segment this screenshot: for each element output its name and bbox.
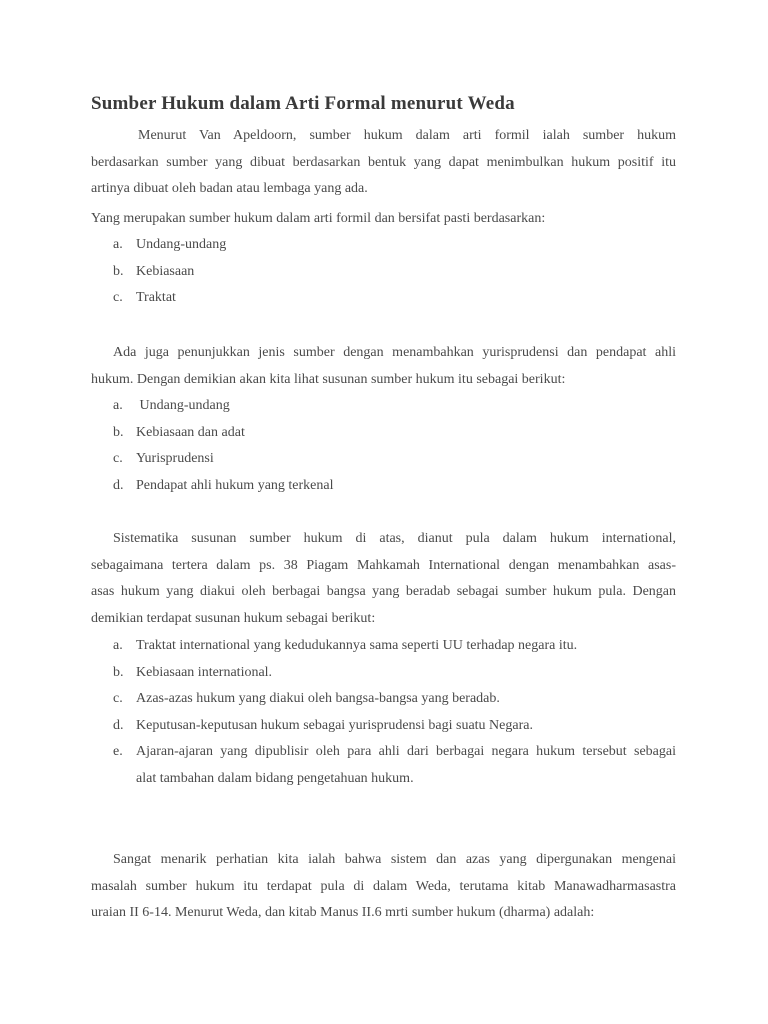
list-item-text: Traktat international yang kedudukannya sama seperti UU terhadap negara itu. [136, 638, 578, 653]
paragraph-5 [91, 847, 676, 927]
list-item-text: Kebiasaan [136, 263, 195, 279]
list-marker: a. [113, 237, 123, 252]
paragraph-line: sebagaimana tertera dalam ps. 38 Piagam Mahkamah International dengan menambahkan asas- [91, 557, 676, 573]
paragraph-line: Sistematika susunan sumber hukum di atas, dianut pula dalam hukum international, [113, 531, 676, 546]
paragraph-line: demikian terdapat susunan hukum sebagai berikut: [91, 610, 376, 626]
paragraph-2: Yang merupakan sumber hukum dalam arti formil dan bersifat pasti berdasarkan: [91, 211, 546, 226]
paragraph-line: Sangat menarik perhatian kita ialah bahwa sistem dan azas yang dipergunakan mengenai [113, 852, 676, 867]
list-item-text: Yurisprudensi [136, 451, 214, 466]
list-marker: c. [113, 290, 123, 305]
paragraph-line: berdasarkan sumber yang dibuat berdasarkan bentuk yang dapat menimbulkan hukum positif itu [91, 154, 676, 170]
list-marker: b. [113, 263, 124, 279]
list-item-text: Kebiasaan international. [136, 664, 273, 680]
list-marker: b. [113, 664, 124, 680]
list-marker: d. [113, 477, 124, 493]
paragraph-line: Ada juga penunjukkan jenis sumber dengan menambahkan yurisprudensi dan pendapat ahli [113, 345, 676, 360]
list-marker: b. [113, 424, 124, 440]
list-marker: c. [113, 451, 123, 466]
paragraph-line: uraian II 6-14. Menurut Weda, dan kitab Manus II.6 mrti sumber hukum (dharma) adalah: [91, 905, 595, 920]
list-item-text: Undang-undang [136, 398, 230, 413]
list-item-text: alat tambahan dalam bidang pengetahuan hukum. [136, 771, 414, 786]
paragraph-line: masalah sumber hukum itu terdapat pula di dalam Weda, terutama kitab Manawadharmasastra [91, 878, 676, 894]
list-marker: a. [113, 398, 123, 413]
list-marker: d. [113, 717, 124, 733]
list-item-text: Ajaran-ajaran yang dipublisir oleh para ahli dari berbagai negara hukum tersebut sebagai [136, 744, 676, 759]
paragraph-3 [91, 340, 676, 393]
list-item-text: Undang-undang [136, 237, 227, 252]
paragraph-line: asas hukum yang diakui oleh berbagai bangsa yang beradab sebagai sumber hukum pula. Dengan [91, 584, 676, 599]
paragraph-line: artinya dibuat oleh badan atau lembaga yang ada. [91, 181, 368, 196]
paragraph-line: hukum. Dengan demikian akan kita lihat susunan sumber hukum itu sebagai berikut: [91, 371, 566, 387]
list-marker: c. [113, 691, 123, 706]
paragraph-1 [91, 123, 676, 203]
list-item-text: Traktat [136, 290, 176, 305]
paragraph-4 [91, 526, 676, 632]
list-item-text: Pendapat ahli hukum yang terkenal [136, 477, 334, 493]
list-item-text: Azas-azas hukum yang diakui oleh bangsa-bangsa yang beradab. [136, 691, 500, 706]
document-title: Sumber Hukum dalam Arti Formal menurut Weda [91, 93, 515, 114]
paragraph-line: Menurut Van Apeldoorn, sumber hukum dalam arti formil ialah sumber hukum [138, 128, 676, 143]
list-marker: a. [113, 638, 123, 653]
list-marker: e. [113, 744, 123, 759]
list-item-text: Kebiasaan dan adat [136, 424, 245, 440]
list-item-text: Keputusan-keputusan hukum sebagai yurisprudensi bagi suatu Negara. [136, 717, 533, 733]
